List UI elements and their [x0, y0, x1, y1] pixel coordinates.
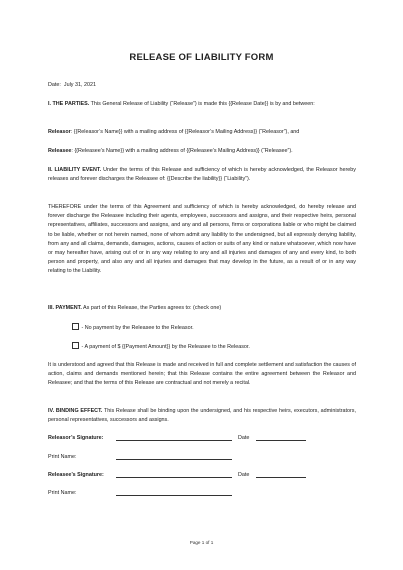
- releasor-date-label: Date: [238, 435, 250, 441]
- releasee-signature-label: Releasee’s Signature: [48, 472, 103, 478]
- payment-text: As part of this Release, the Parties agrees to: (check one): [81, 305, 222, 311]
- releasee-signature-colon: :: [102, 472, 104, 478]
- releasee-print-name-label: Print Name:: [48, 490, 77, 496]
- releasee-print-name-field[interactable]: [116, 495, 232, 496]
- parties-text: This General Release of Liability (“Release”) is made this {{Release Date}} is by and between:: [89, 101, 315, 107]
- payment-option-amount[interactable]: [72, 342, 250, 352]
- parties-heading: I. THE PARTIES.: [48, 101, 90, 107]
- liability-text: Under the terms of this Release and sufficiency of which is hereby acknowledged, the Releasor hereby releases and forever discharges the Releasee of: {{Describe the liability}} (“Liability”).: [48, 167, 357, 183]
- binding-heading: IV. BINDING EFFECT.: [48, 408, 103, 414]
- payment-option-none-label: - No payment by the Releasee to the Releasor.: [81, 325, 194, 331]
- releasor-date-field[interactable]: [256, 440, 306, 441]
- releasor-print-name-label: Print Name:: [48, 454, 77, 460]
- therefore-paragraph: THEREFORE under the terms of this Agreement and sufficiency of which is hereby acknowledged, do hereby release and forever discharge the Releasee including their agents, employees, successors and assigns, and their respective heirs, personal representatives, affiliates, successors and assigns, and any and all persons, firms or corporations liable or who might be claimed to be liable, whether or not herein named, none of whom admit any liability to the undersigned, but all expressly denying liability, from any and all claims, demands, damages, actions, causes of action or suits of any kind or nature whatsoever, which now have or may hereafter have, arising out of or in any way relating to any and all injuries and damages of any and every kind, to both person and property, and also any and all injuries and damages that may develop in the future, as a result of or in any way relating to the Liability.: [48, 204, 356, 275]
- date-label: Date:: [48, 82, 61, 88]
- releasee-paragraph: [48, 147, 356, 156]
- document-title: RELEASE OF LIABILITY FORM: [129, 52, 274, 63]
- releasee-date-label: Date: [238, 472, 250, 478]
- section-payment: [48, 304, 356, 313]
- payment-option-amount-label: - A payment of $ {{Payment Amount}} by the Releasee to the Releasor.: [81, 344, 250, 350]
- releasor-label: Releasor: [48, 129, 71, 135]
- section-liability-event: [48, 166, 356, 184]
- date-line: [48, 81, 356, 90]
- releasor-print-name-field[interactable]: [116, 459, 232, 460]
- releasor-signature-label: Releasor’s Signature: [48, 435, 102, 441]
- releasee-signature-field[interactable]: [116, 477, 232, 478]
- section-parties: [48, 100, 356, 109]
- section-binding-effect: [48, 407, 356, 425]
- releasee-date-field[interactable]: [256, 477, 306, 478]
- releasor-signature-field[interactable]: [116, 440, 232, 441]
- releasee-text: : {{Releasee’s Name}} with a mailing address of {{Releasee’s Mailing Address}} (“Releasee”).: [71, 148, 293, 154]
- releasor-text: : {{Releasor’s Name}} with a mailing address of {{Releasor’s Mailing Address}} (“Releasor”), and: [70, 129, 300, 135]
- releasor-paragraph: [48, 128, 356, 137]
- date-value: July 31, 2021: [63, 82, 96, 88]
- payment-heading: III. PAYMENT.: [48, 305, 82, 311]
- releasee-label: Releasee: [48, 148, 72, 154]
- payment-option-none[interactable]: [72, 323, 194, 333]
- binding-text: This Release shall be binding upon the undersigned, and his respective heirs, executors, administrators, personal representatives, successors and assigns.: [48, 408, 357, 424]
- page-footer: Page 1 of 1: [189, 540, 214, 545]
- releasor-signature-colon: :: [101, 435, 104, 441]
- checkbox-icon[interactable]: [72, 342, 79, 349]
- liability-heading: II. LIABILITY EVENT.: [48, 167, 102, 173]
- understood-paragraph: It is understood and agreed that this Release is made and received in full and complete settlement and satisfaction the causes of action, claims and demands mentioned herein; that this Release contains the entire agreement between the Releasor and Releasee; and that the terms of this Release are contractual and not merely a recital.: [48, 362, 356, 387]
- checkbox-icon[interactable]: [72, 323, 79, 330]
